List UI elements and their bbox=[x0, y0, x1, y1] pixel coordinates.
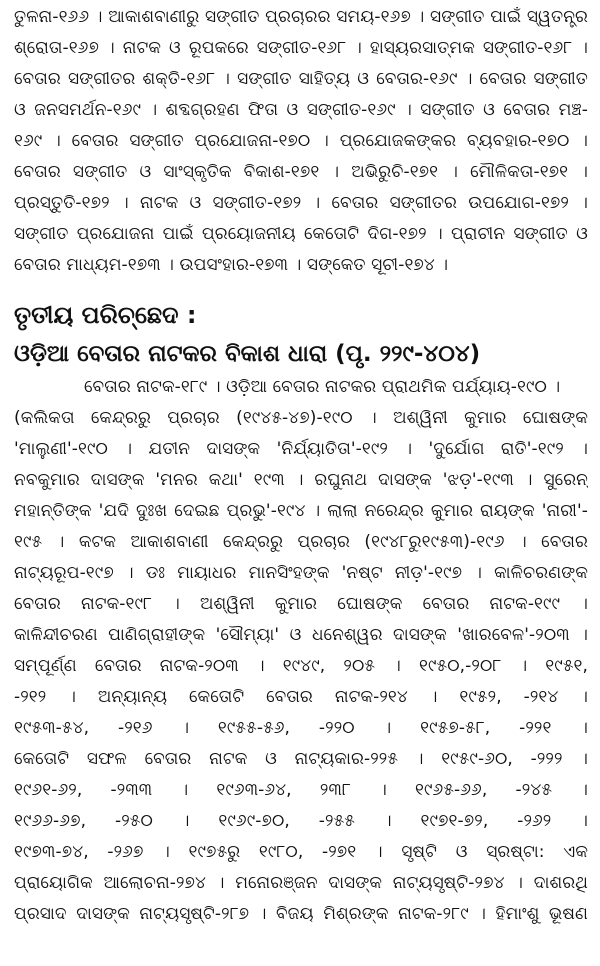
contents-line: ବେତାର ମାଧ୍ୟମ-୧୭୩ । ଉପସଂହାର-୧୭୩ । ସଙ୍କେତ ସୂଚୀ-୧୭୪ । bbox=[14, 255, 449, 275]
contents-line: ନାଟ୍ୟରୂପ-୧୯୭ । ଡଃ ମାୟାଧର ମାନସିଂହଙ୍କ 'ନଷ୍ଟ ନୀଡ଼'-୧୯୭ । କାଳିଚରଣଙ୍କ bbox=[14, 563, 588, 583]
contents-line: ସମ୍ପୂର୍ଣ୍ଣ ବେତାର ନାଟକ-୨୦୩ । ୧୯୪୯, ୨୦୫ । ୧୯୫୦,-୨୦୮ । ୧୯୫୧, bbox=[14, 656, 588, 676]
contents-line: ତୁଳନା-୧୬୬ । ଆକାଶବାଣୀରୁ ସଙ୍ଗୀତ ପ୍ରଚାରର ସମୟ-୧୬୭ । ସଙ୍ଗୀତ ପାଇଁ ସ୍ୱତନ୍ତ୍ର bbox=[14, 7, 588, 27]
contents-line: ୧୯୫ । କଟକ ଆକାଶବାଣୀ କେନ୍ଦ୍ରରୁ ପ୍ରଚାର (୧୯୪୮ରୁ୧୯୫୩)-୧୯୬ । ବେତାର bbox=[14, 532, 588, 552]
contents-line: ୧୯୬୬-୬୭, -୨୫୦ । ୧୯୬୯-୭୦, -୨୫୫ । ୧୯୭୧-୭୨, -୨୬୨ । bbox=[14, 811, 588, 831]
contents-line: ନବକୁମାର ଦାସଙ୍କ 'ମନର କଥା' ୧୯୩ । ରଘୁନାଥ ଦାସଙ୍କ 'ଝଡ଼'-୧୯୩ । ସୁରେନ୍ bbox=[14, 470, 588, 490]
contents-line: ୧୯୬୧-୬୨, -୨୩୩ । ୧୯୬୩-୬୪, ୨୩୮ । ୧୯୬୫-୬୬, -୨୪୫ । bbox=[14, 780, 588, 800]
contents-block-previous-chapter bbox=[14, 2, 588, 281]
contents-line: କେତୋଟି ସଫଳ ବେତାର ନାଟକ ଓ ନାଟ୍ୟକାର-୨୨୫ । ୧୯୫୯-୬୦, -୨୨୨ । bbox=[14, 749, 588, 769]
contents-line: ୧୯୭୩-୭୪, -୨୬୭ । ୧୯୭୫ରୁ ୧୯୮୦, -୨୭୧ । ସୃଷ୍ଟି ଓ ସ୍ରଷ୍ଟା: ଏକ bbox=[14, 842, 588, 862]
contents-line: ପ୍ରସ୍ତୁତି-୧୭୨ । ନାଟକ ଓ ସଙ୍ଗୀତ-୧୭୨ । ବେତାର ସଙ୍ଗୀତର ଉପଯୋଗ-୧୭୨ । bbox=[14, 193, 588, 213]
contents-block-chapter-three bbox=[14, 372, 588, 930]
contents-line: -୨୧୨ । ଅନ୍ୟାନ୍ୟ କେତୋଟି ବେତାର ନାଟକ-୨୧୪ । ୧୯୫୨, -୨୧୪ । bbox=[14, 687, 588, 707]
contents-line: ବେତାର ସଙ୍ଗୀତର ଶକ୍ତି-୧୬୮ । ସଙ୍ଗୀତ ସାହିତ୍ୟ ଓ ବେତାର-୧୬୯ । ବେତାର ସଙ୍ଗୀତ bbox=[14, 69, 588, 89]
contents-line: ମହାନ୍ତିଙ୍କ 'ଯଦି ଦୁଃଖ ଦେଇଛ ପ୍ରଭୁ'-୧୯୪ । ଲାଲା ନରେନ୍ଦ୍ର କୁମାର ରାୟଙ୍କ 'ନାରୀ'- bbox=[14, 501, 588, 521]
contents-line: ସଙ୍ଗୀତ ପ୍ରଯୋଜନା ପାଇଁ ପ୍ରୟୋଜନୀୟ କେତୋଟି ଦିଗ-୧୭୨ । ପ୍ରାଚୀନ ସଙ୍ଗୀତ ଓ bbox=[14, 224, 588, 244]
contents-line: 'ମାଲୁଣୀ'-୧୯୦ । ଯତୀନ ଦାସଙ୍କ 'ନିର୍ଯ୍ୟାତିତା'-୧୯୨ । 'ଦୁର୍ଯୋଗ ରାତି'-୧୯୨ । bbox=[14, 439, 588, 459]
chapter-title: ତୃତୀୟ ପରିଚ୍ଛେଦ : bbox=[14, 301, 197, 329]
contents-line: ପ୍ରସାଦ ଦାସଙ୍କ ନାଟ୍ୟସୃଷ୍ଟି-୨୮୭ । ବିଜୟ ମିଶ୍ରଙ୍କ ନାଟକ-୨୮୯ । ହିମାଂଶୁ ଭୂଷଣ bbox=[14, 904, 588, 924]
contents-line: ଓ ଜନସମର୍ଥନ-୧୬୯ । ଶବ୍ଦଗ୍ରହଣ ଫିତା ଓ ସଙ୍ଗୀତ-୧୬୯ । ସଙ୍ଗୀତ ଓ ବେତାର ମଞ୍ଚ- bbox=[14, 100, 588, 120]
contents-line: ବେତାର ନାଟକ-୧୯୮ । ଅଶ୍ୱିନୀ କୁମାର ଘୋଷଙ୍କ ବେତାର ନାଟକ-୧୯୯ । bbox=[14, 594, 588, 614]
contents-line: କାଳିନ୍ଦୀଚରଣ ପାଣିଗ୍ରାହୀଙ୍କ 'ସୌମ୍ୟା' ଓ ଧନେଶ୍ୱର ଦାସଙ୍କ 'ଖାରବେଳ'-୨୦୩ । bbox=[14, 625, 588, 645]
contents-line: ୧୯୫୩-୫୪, -୨୧୬ । ୧୯୫୫-୫୬, -୨୨୦ । ୧୯୫୭-୫୮, -୨୨୧ । bbox=[14, 718, 588, 738]
contents-line: ବେତାର ସଙ୍ଗୀତ ଓ ସାଂସ୍କୃତିକ ବିକାଶ-୧୭୧ । ଅଭିରୁଚି-୧୭୧ । ମୌଳିକତା-୧୭୧ । bbox=[14, 162, 588, 182]
contents-line: ବେତାର ନାଟକ-୧୮୯ । ଓଡ଼ିଆ ବେତାର ନାଟକର ପ୍ରାଥମିକ ପର୍ଯ୍ୟାୟ-୧୯୦ । bbox=[84, 377, 561, 397]
contents-line: ୧୬୯ । ବେତାର ସଙ୍ଗୀତ ପ୍ରଯୋଜନା-୧୭୦ । ପ୍ରଯୋଜକଙ୍କର ବ୍ୟବହାର-୧୭୦ । bbox=[14, 131, 588, 151]
contents-line: ଶ୍ରୋତା-୧୬୭ । ନାଟକ ଓ ରୂପକରେ ସଙ୍ଗୀତ-୧୬୮ । ହାସ୍ୟରସାତ୍ମକ ସଙ୍ଗୀତ-୧୬୮ । bbox=[14, 38, 588, 58]
contents-line: (କଲିକତା କେନ୍ଦ୍ରରୁ ପ୍ରଚାର (୧୯୪୫-୪୭)-୧୯୦ । ଅଶ୍ୱିନୀ କୁମାର ଘୋଷଙ୍କ bbox=[14, 408, 588, 428]
contents-line: ପ୍ରାୟୋଗିକ ଆଲୋଚନା-୨୭୪ । ମନୋରଞ୍ଜନ ଦାସଙ୍କ ନାଟ୍ୟସୃଷ୍ଟି-୨୭୪ । ଦାଶରଥି bbox=[14, 873, 588, 893]
chapter-subtitle: ଓଡ଼ିଆ ବେତାର ନାଟକର ବିକାଶ ଧାରା (ପୃ. ୨୨୯-୪୦୪) bbox=[14, 341, 481, 367]
